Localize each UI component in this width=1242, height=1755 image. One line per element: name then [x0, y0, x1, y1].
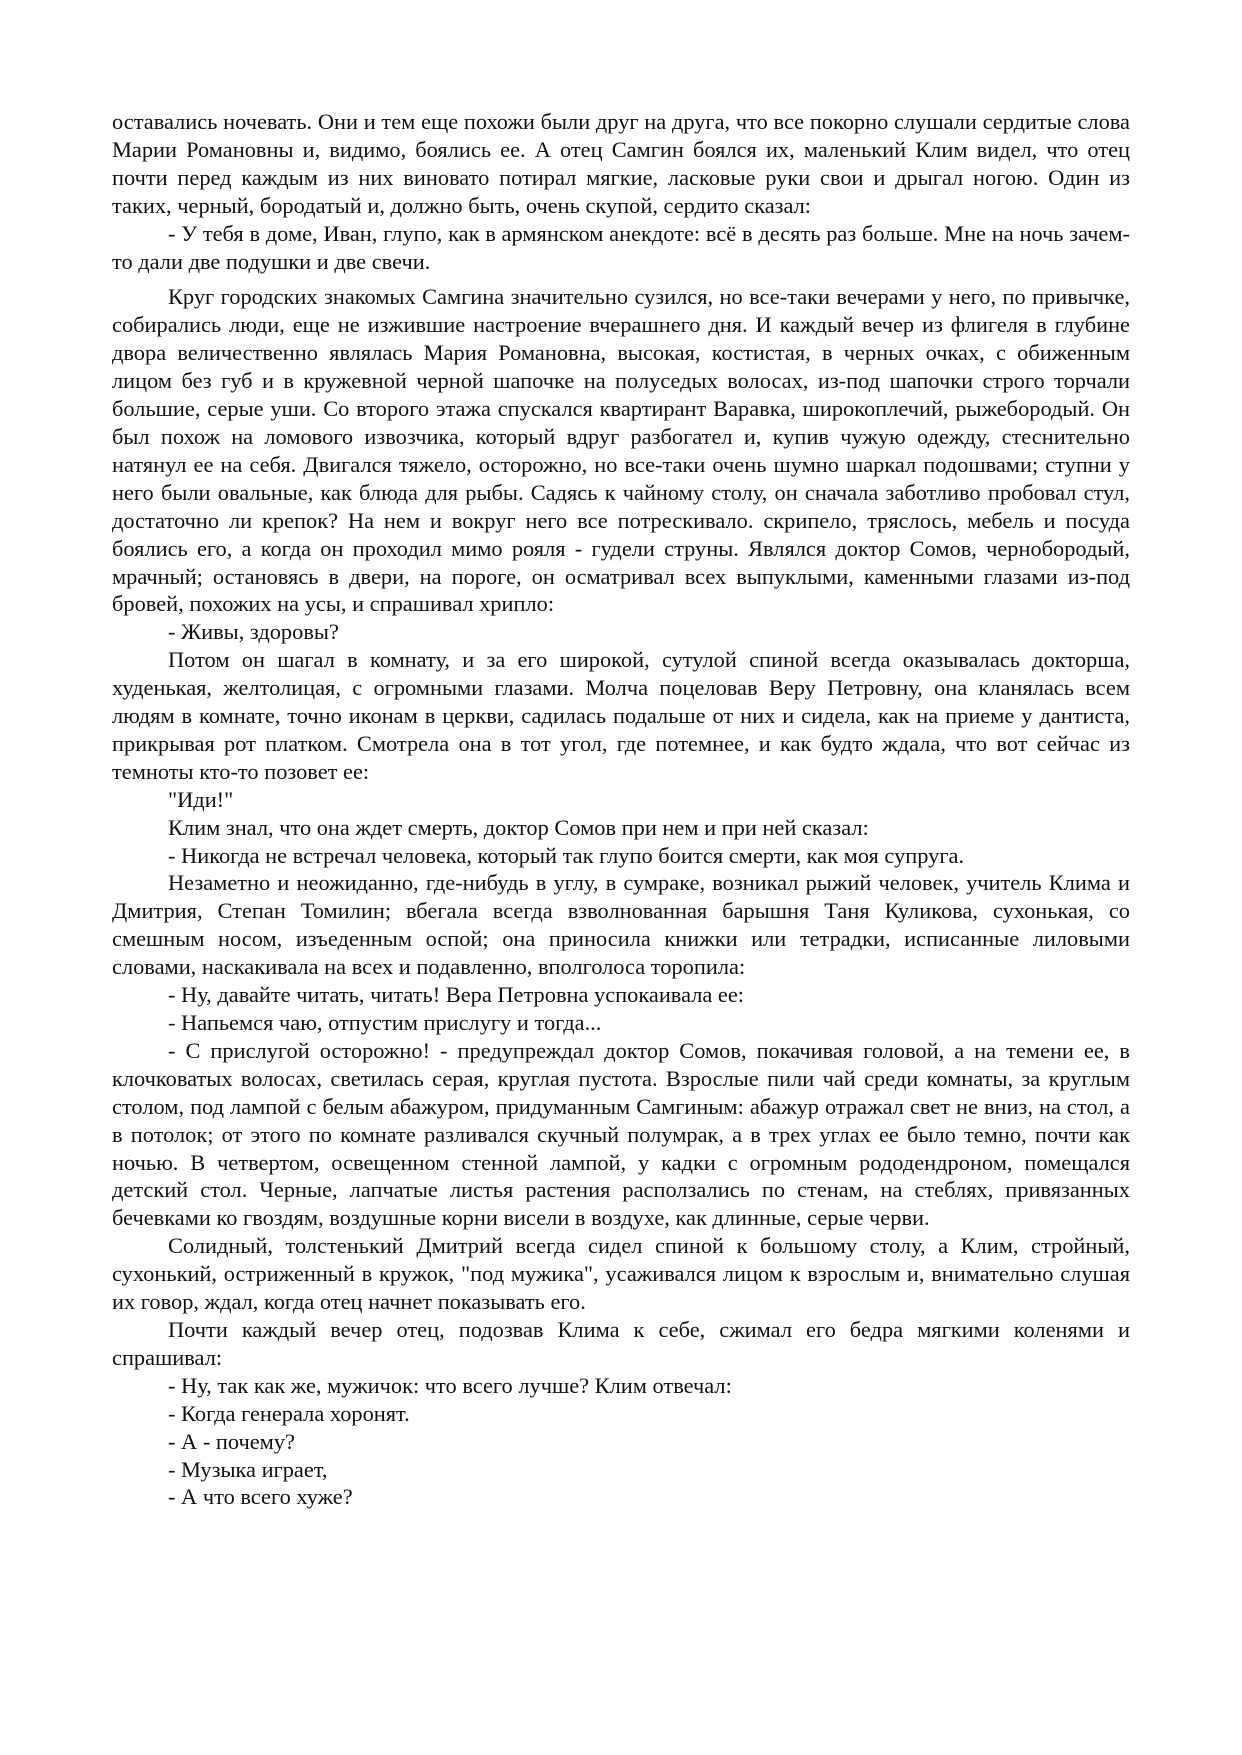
paragraph-13: Солидный, толстенький Дмитрий всегда сидел спиной к большому столу, а Клим, стройный, сухонький, остриженный в кружок, "под мужика", усаживался лицом к взрослым и, внимательно слушая их говор, ждал, когда отец начнет показывать его.: [112, 1233, 1130, 1315]
paragraph-7: Клим знал, что она ждет смерть, доктор Сомов при нем и при ней сказал:: [168, 814, 869, 840]
paragraph-11: - Напьемся чаю, отпустим прислугу и тогда...: [168, 1010, 602, 1035]
paragraph-15: - Ну, так как же, мужичок: что всего лучше? Клим отвечал:: [168, 1372, 732, 1398]
document-page: [112, 108, 1130, 1511]
paragraph-19: - А что всего хуже?: [168, 1484, 353, 1510]
paragraph-9: Незаметно и неожиданно, где-нибудь в углу, в сумраке, возникал рыжий человек, учитель Клима и Дмитрия, Степан Томилин; вбегала всегда взволнованная барышня Таня Куликова, сухонькая, со смешным носом, изъеденным оспой; она приносила книжки или тетрадки, исписанные лиловыми словами, наскакивала на всех и подавленно, вполголоса торопила:: [112, 870, 1130, 980]
paragraph-10: - Ну, давайте читать, читать! Вера Петровна успокаивала ее:: [168, 982, 745, 1008]
paragraph-2: - У тебя в доме, Иван, глупо, как в армянском анекдоте: всё в десять раз больше. Мне на ночь зачем-то дали две подушки и две свечи.: [112, 220, 1130, 274]
paragraph-18: - Музыка играет,: [168, 1456, 328, 1482]
paragraph-3: Круг городских знакомых Самгина значительно сузился, но все-таки вечерами у него, по привычке, собирались люди, еще не изжившие настроение вчерашнего дня. И каждый вечер из флигеля в глубине двора величественно являлась Мария Романовна, высокая, костистая, в черных очках, с обиженным лицом без губ и в кружевной черной шапочке на полуседых волосах, из-под шапочки строго торчали большие, серые уши. Со второго этажа спускался квартирант Варавка, широкоплечий, рыжебородый. Он был похож на ломового извозчика, который вдруг разбогател и, купив чужую одежду, стеснительно натянул ее на себя. Двигался тяжело, осторожно, но все-таки очень шумно шаркал подошвами; ступни у него были овальные, как блюда для рыбы. Садясь к чайному столу, он сначала заботливо пробовал стул, достаточно ли крепок? На нем и вокруг него все потрескивало. скрипело, тряслось, мебель и посуда боялись его, а когда он проходил мимо рояля - гудели струны. Являлся доктор Сомов, чернобородый, мрачный; остановясь в двери, на пороге, он осматривал всех выпуклыми, каменными глазами из-под бровей, похожих на усы, и спрашивал хрипло:: [112, 284, 1130, 617]
paragraph-17: - А - почему?: [168, 1428, 295, 1454]
paragraph-12: - С прислугой осторожно! - предупреждал доктор Сомов, покачивая головой, а на темени ее, в клочковатых волосах, светилась серая, круглая пустота. Взрослые пили чай среди комнаты, за круглым столом, под лампой с белым абажуром, придуманным Самгиным: абажур отражал свет не вниз, на стол, а в потолок; от этого по комнате разливался скучный полумрак, а в трех углах ее было темно, почти как ночью. В четвертом, освещенном стенной лампой, у кадки с огромным рододендроном, помещался детский стол. Черные, лапчатые листья растения расползались по стенам, на стеблях, привязанных бечевками ко гвоздям, воздушные корни висели в воздухе, как длинные, серые черви.: [112, 1037, 1130, 1231]
paragraph-6: "Иди!": [168, 786, 234, 812]
paragraph-14: Почти каждый вечер отец, подозвав Клима к себе, сжимал его бедра мягкими коленями и спрашивал:: [112, 1316, 1130, 1370]
paragraph-1: оставались ночевать. Они и тем еще похожи были друг на друга, что все покорно слушали сердитые слова Марии Романовны и, видимо, боялись ее. А отец Самгин боялся их, маленький Клим видел, что отец почти перед каждым из них виновато потирал мягкие, ласковые руки свои и дрыгал ногою. Один из таких, черный, бородатый и, должно быть, очень скупой, сердито сказал:: [112, 109, 1130, 218]
paragraph-16: - Когда генерала хоронят.: [168, 1400, 410, 1426]
paragraph-8: - Никогда не встречал человека, который так глупо боится смерти, как моя супруга.: [168, 842, 965, 868]
paragraph-4: - Живы, здоровы?: [168, 619, 339, 645]
paragraph-5: Потом он шагал в комнату, и за его широкой, сутулой спиной всегда оказывалась докторша, худенькая, желтолицая, с огромными глазами. Молча поцеловав Веру Петровну, она кланялась всем людям в комнате, точно иконам в церкви, садилась подальше от них и сидела, как на приеме у дантиста, прикрывая рот платком. Смотрела она в тот угол, где потемнее, и как будто ждала, что вот сейчас из темноты кто-то позовет ее:: [112, 647, 1130, 784]
